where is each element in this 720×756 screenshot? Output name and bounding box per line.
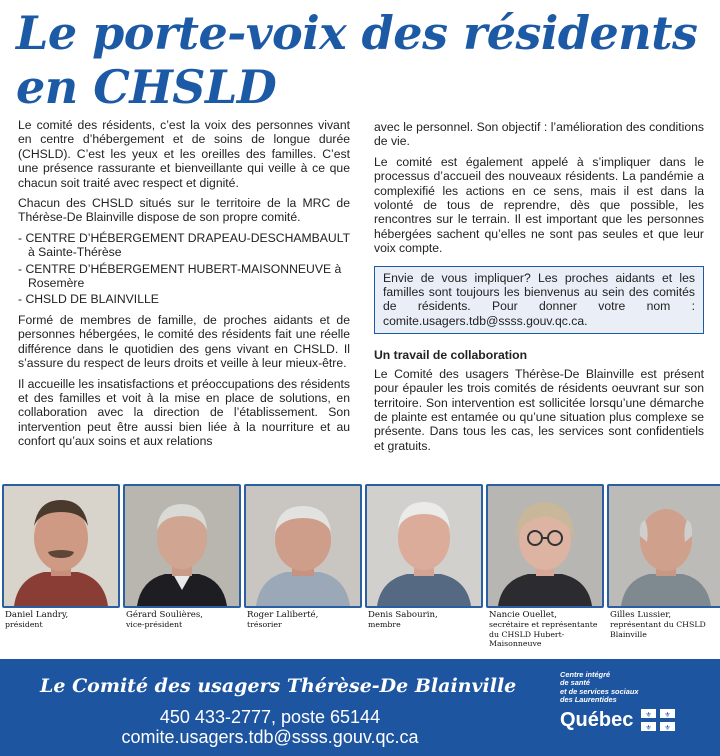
member-role: président [5, 620, 43, 629]
callout-text: Envie de vous impliquer? Les proches aidants et les familles sont toujours les bienvenus au sein des comités de résidents. Pour donner votre nom : comite.usagers.tdb@ssss.gouv.qc.ca. [383, 270, 695, 328]
member-role: représentant du CHSLD Blainville [610, 620, 706, 639]
footer-banner [0, 659, 720, 756]
involvement-callout [374, 266, 704, 335]
member-role: membre [368, 620, 401, 629]
logo-line: et de services sociaux [560, 686, 639, 696]
member-photo [123, 484, 241, 608]
member-card [2, 484, 120, 630]
portrait-nancie-ouellet [488, 486, 602, 606]
quebec-flag-icon [641, 709, 675, 731]
logo-line: des Laurentides [560, 695, 617, 705]
member-role: trésorier [247, 620, 282, 629]
collaboration-paragraph: Le Comité des usagers Thérèse-De Blainville est présent pour épauler les trois comités de résidents oeuvrant sur son territoire. Son intervention est sollicitée lorsqu’une démarche de plainte est entamée ou qu’une situation plus complexe se présente. Dans tous les cas, les services sont confidentiels et gratuits. [374, 366, 704, 453]
logo-line: Centre intégré [560, 670, 611, 679]
portrait-gerard-soulieres [125, 486, 239, 606]
member-card [486, 484, 604, 649]
portrait-gilles-lussier [609, 486, 720, 606]
member-name: Roger Laliberté, [247, 610, 319, 620]
intro-paragraph: Le comité des résidents, c’est la voix des personnes vivant en centre d’hébergement et de soins de longue durée (CHSLD). C’est les yeux et les oreilles des familles. C’est une présence rassurante et bienveillante qui veille à ce que chacun soit traité avec respect et dignité. [18, 118, 350, 190]
member-photo [244, 484, 362, 608]
svg-text:⚜: ⚜ [645, 724, 652, 732]
objective-paragraph: avec le personnel. Son objectif : l’amélioration des conditions de vie. [374, 120, 704, 149]
portrait-roger-laliberte [246, 486, 360, 606]
member-photo [607, 484, 720, 608]
left-column [18, 118, 350, 455]
welcome-paragraph: Le comité est également appelé à s’impliquer dans le processus d’accueil des nouveaux résidents. La pandémie a complexifié les actions en ce sens, mais il est dans la volonté de tous de reprendre, dès que possible, les rencontres sur le terrain. Il est important que les personnes hébergées sachent qu’elles ne sont pas seules et que leur voix compte. [374, 154, 704, 256]
right-column [374, 120, 704, 459]
member-card [123, 484, 241, 630]
footer-title: Le Comité des usagers Thérèse-De Blainville [40, 675, 517, 697]
member-role: vice-président [126, 620, 183, 629]
member-name: Denis Sabourin, [368, 610, 438, 620]
title-line-2: en CHSLD [16, 60, 277, 114]
cisss-logo [560, 671, 710, 732]
footer-email: comite.usagers.tdb@ssss.gouv.qc.ca [121, 727, 419, 747]
page-title [16, 6, 716, 114]
collaboration-heading: Un travail de collaboration [374, 348, 528, 363]
logo-line: de santé [560, 678, 590, 688]
title-line-1: Le porte-voix des résidents [16, 6, 698, 60]
list-item: - CENTRE D’HÉBERGEMENT DRAPEAU-DESCHAMBAULT à Sainte-Thérèse [18, 230, 350, 260]
portrait-denis-sabourin [367, 486, 481, 606]
member-card [244, 484, 362, 630]
list-item: - CHSLD DE BLAINVILLE [18, 292, 159, 307]
member-card [607, 484, 720, 639]
role-paragraph: Il accueille les insatisfactions et préoccupations des résidents et des familles et voit à la mise en place de solutions, en collaboration avec la direction de l’établissement. Son intervention peut être aussi bien liée à la nourriture et au confort qu’aux soins et aux relations [18, 376, 350, 449]
footer-phone: 450 433-2777, poste 65144 [159, 707, 381, 727]
member-card [365, 484, 483, 630]
quebec-signature [560, 709, 710, 732]
member-name: Gilles Lussier, [610, 610, 672, 620]
portrait-daniel-landry [4, 486, 118, 606]
svg-text:⚜: ⚜ [645, 711, 652, 720]
list-item: - CENTRE D’HÉBERGEMENT HUBERT-MAISONNEUVE à Rosemère [18, 261, 342, 291]
member-name: Gérard Soulières, [126, 610, 204, 620]
members-gallery [2, 484, 718, 648]
member-photo [365, 484, 483, 608]
quebec-wordmark: Québec [560, 708, 634, 731]
member-role: secrétaire et représentante du CHSLD Hubert-Maisonneuve [489, 620, 598, 648]
svg-text:⚜: ⚜ [664, 711, 671, 720]
member-photo [486, 484, 604, 608]
member-photo [2, 484, 120, 608]
composition-paragraph: Formé de membres de famille, de proches aidants et de personnes hébergées, le comité des résidents fait une réelle différence dans le quotidien des gens vivant en CHSLD. Il s’assure du respect de leurs droits et veille à leur mieux-être. [18, 312, 350, 371]
chsld-list [18, 231, 350, 307]
member-name: Daniel Landry, [5, 610, 69, 620]
member-name: Nancie Ouellet, [489, 610, 557, 620]
territory-paragraph: Chacun des CHSLD situés sur le territoire de la MRC de Thérèse-De Blainville dispose de son propre comité. [18, 196, 350, 225]
svg-text:⚜: ⚜ [664, 724, 671, 732]
